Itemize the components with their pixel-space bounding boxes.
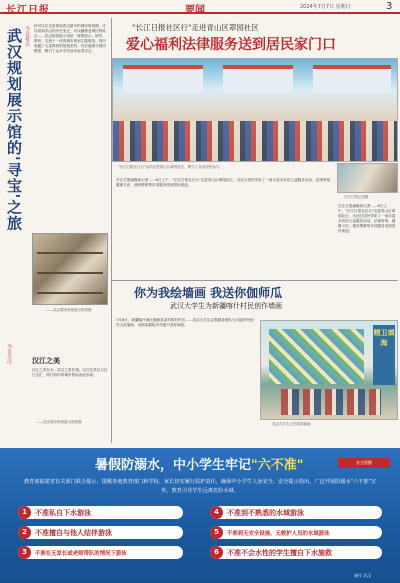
left-red-tag: 今日看点: [24, 26, 30, 46]
rule-number: 6: [210, 546, 223, 559]
wall-painting-photo: [260, 320, 398, 420]
rule-number: 3: [18, 546, 31, 559]
rule-text: 不准到不熟悉的水域游泳: [227, 508, 304, 517]
rule-item: [210, 506, 382, 519]
masthead-logo: 长江日报: [6, 5, 50, 16]
left-photo-caption: ——武汉城市规划展示馆供图: [46, 308, 92, 312]
side-photo: [337, 163, 398, 193]
top-story-kicker: "长江日报社区行"走进青山区翠园社区: [132, 23, 259, 32]
mid-story-subhead: 武汉大学生为新疆喀什村民创作墙画: [170, 302, 282, 310]
rule-text: 不准不会水性的学生擅自下水施救: [227, 548, 332, 557]
rule-number: 1: [18, 506, 31, 519]
photo-shelf: [37, 292, 103, 294]
section-title: 要闻: [185, 5, 205, 16]
mid-story: [112, 282, 398, 442]
banner-title-quote: "六不准": [251, 458, 304, 473]
rule-item: [210, 526, 382, 539]
rule-item: [18, 546, 183, 559]
banner-tag: 安全提醒: [338, 458, 390, 468]
left-footer: ——武汉城市规划展示馆供图: [36, 420, 82, 424]
photo-tent: [123, 65, 203, 93]
community-event-photo: [112, 58, 398, 162]
top-story: [112, 18, 398, 278]
rule-text: 不准擅自与他人结伴游泳: [35, 528, 112, 537]
rule-item: [210, 546, 382, 559]
left-headline: 武汉规划展示馆的'寻宝'之旅: [5, 28, 23, 232]
rule-number: 2: [18, 526, 31, 539]
left-column: [2, 18, 110, 428]
photo-shelf: [37, 272, 103, 274]
rule-text: 不准到无安全设施、无救护人员的水域游泳: [227, 531, 330, 537]
photo-crowd: [113, 121, 398, 161]
rule-number: 4: [210, 506, 223, 519]
page-number: 3: [386, 1, 393, 12]
mid-story-body: 7月6日，新疆喀什地区伽师县某村的村民们……武汉大学生志愿服务团队为当地村民创作文化墙画，用画笔描绘乡村振兴美好画卷。: [116, 318, 254, 327]
top-photo-caption: "长江日报社区行"活动走进青山区翠园社区，吸引了众多居民参与。: [118, 165, 223, 169]
left-sub-body: 汉江之美在水，武汉之美在城。汉江在武汉与长江交汇，两江四岸的城市格局由此形成。: [32, 368, 108, 377]
mid-photo-caption: 武汉大学生正在绘制墙画: [272, 422, 311, 426]
masthead: [0, 0, 400, 14]
banner-title: [95, 454, 304, 473]
mid-story-headline: 你为我绘墙画 我送你伽师瓜: [134, 286, 283, 300]
top-story-body: 长江日报融媒体记者……6日上午，"长江日报社区行"走进青山区翠园社区，为社区居民带来了一场丰富多彩的公益服务活动，法律咨询、健康义诊、便民维修等多项服务受到居民欢迎。: [116, 178, 334, 187]
rule-text: 不准私自下水游泳: [35, 508, 91, 517]
mural: [269, 329, 364, 384]
left-body-text: 你可以在这里看到武汉最早的城市规划图，可以看到武汉的历史变迁，可以触摸老城区的砖瓦……武汉规划展示馆是一座集展示、研究、教育、交流于一体的城市规划主题展馆。馆内收藏了大量珍贵的规划史料、历史地图与城市模型，吸引了众多市民前来参观寻宝。: [34, 24, 106, 53]
rule-number: 5: [210, 526, 223, 539]
left-red-tag-2: 今日关注: [6, 344, 12, 364]
section-divider: [112, 280, 398, 281]
banner-title-main: 暑假防溺水，中小学生牢记: [95, 458, 252, 473]
side-photo-caption: 长江日报记者摄: [344, 195, 369, 199]
photo-tent: [313, 65, 391, 93]
safety-banner: [0, 448, 400, 583]
banner-footer: 制作 武汉: [354, 573, 372, 578]
photo-tent: [223, 65, 293, 93]
rule-text: 不准在无家长或老师带队的情况下游泳: [35, 551, 127, 557]
photo-shelf: [37, 252, 103, 254]
banner-text: 教育部福建省有关部门联合提示，提醒各地教育部门和学校、家长切实履行监护责任，确保中小学生人身安全。安全提示指出，广泛开展防溺水"六不准"宣传，教育引导学生远离危险水域。: [23, 479, 377, 494]
rule-item: [18, 506, 183, 519]
top-story-body-col2: 长江日报融媒体记者……6日上午，"长江日报社区行"走进青山区翠园社区，为社区居民带来了一场丰富多彩的公益服务活动，法律咨询、健康义诊、便民维修等多项服务受到居民欢迎。: [338, 204, 396, 233]
students-painting: [281, 389, 381, 415]
rule-item: [18, 526, 183, 539]
top-story-headline: 爱心福利法律服务送到居民家门口: [126, 37, 336, 53]
masthead-date: 2024年7月7日 星期日: [300, 4, 351, 10]
left-subtitle: 汉江之美: [32, 356, 60, 365]
mural-sign: 精卫填海: [373, 325, 395, 385]
exhibition-photo: [32, 233, 108, 305]
